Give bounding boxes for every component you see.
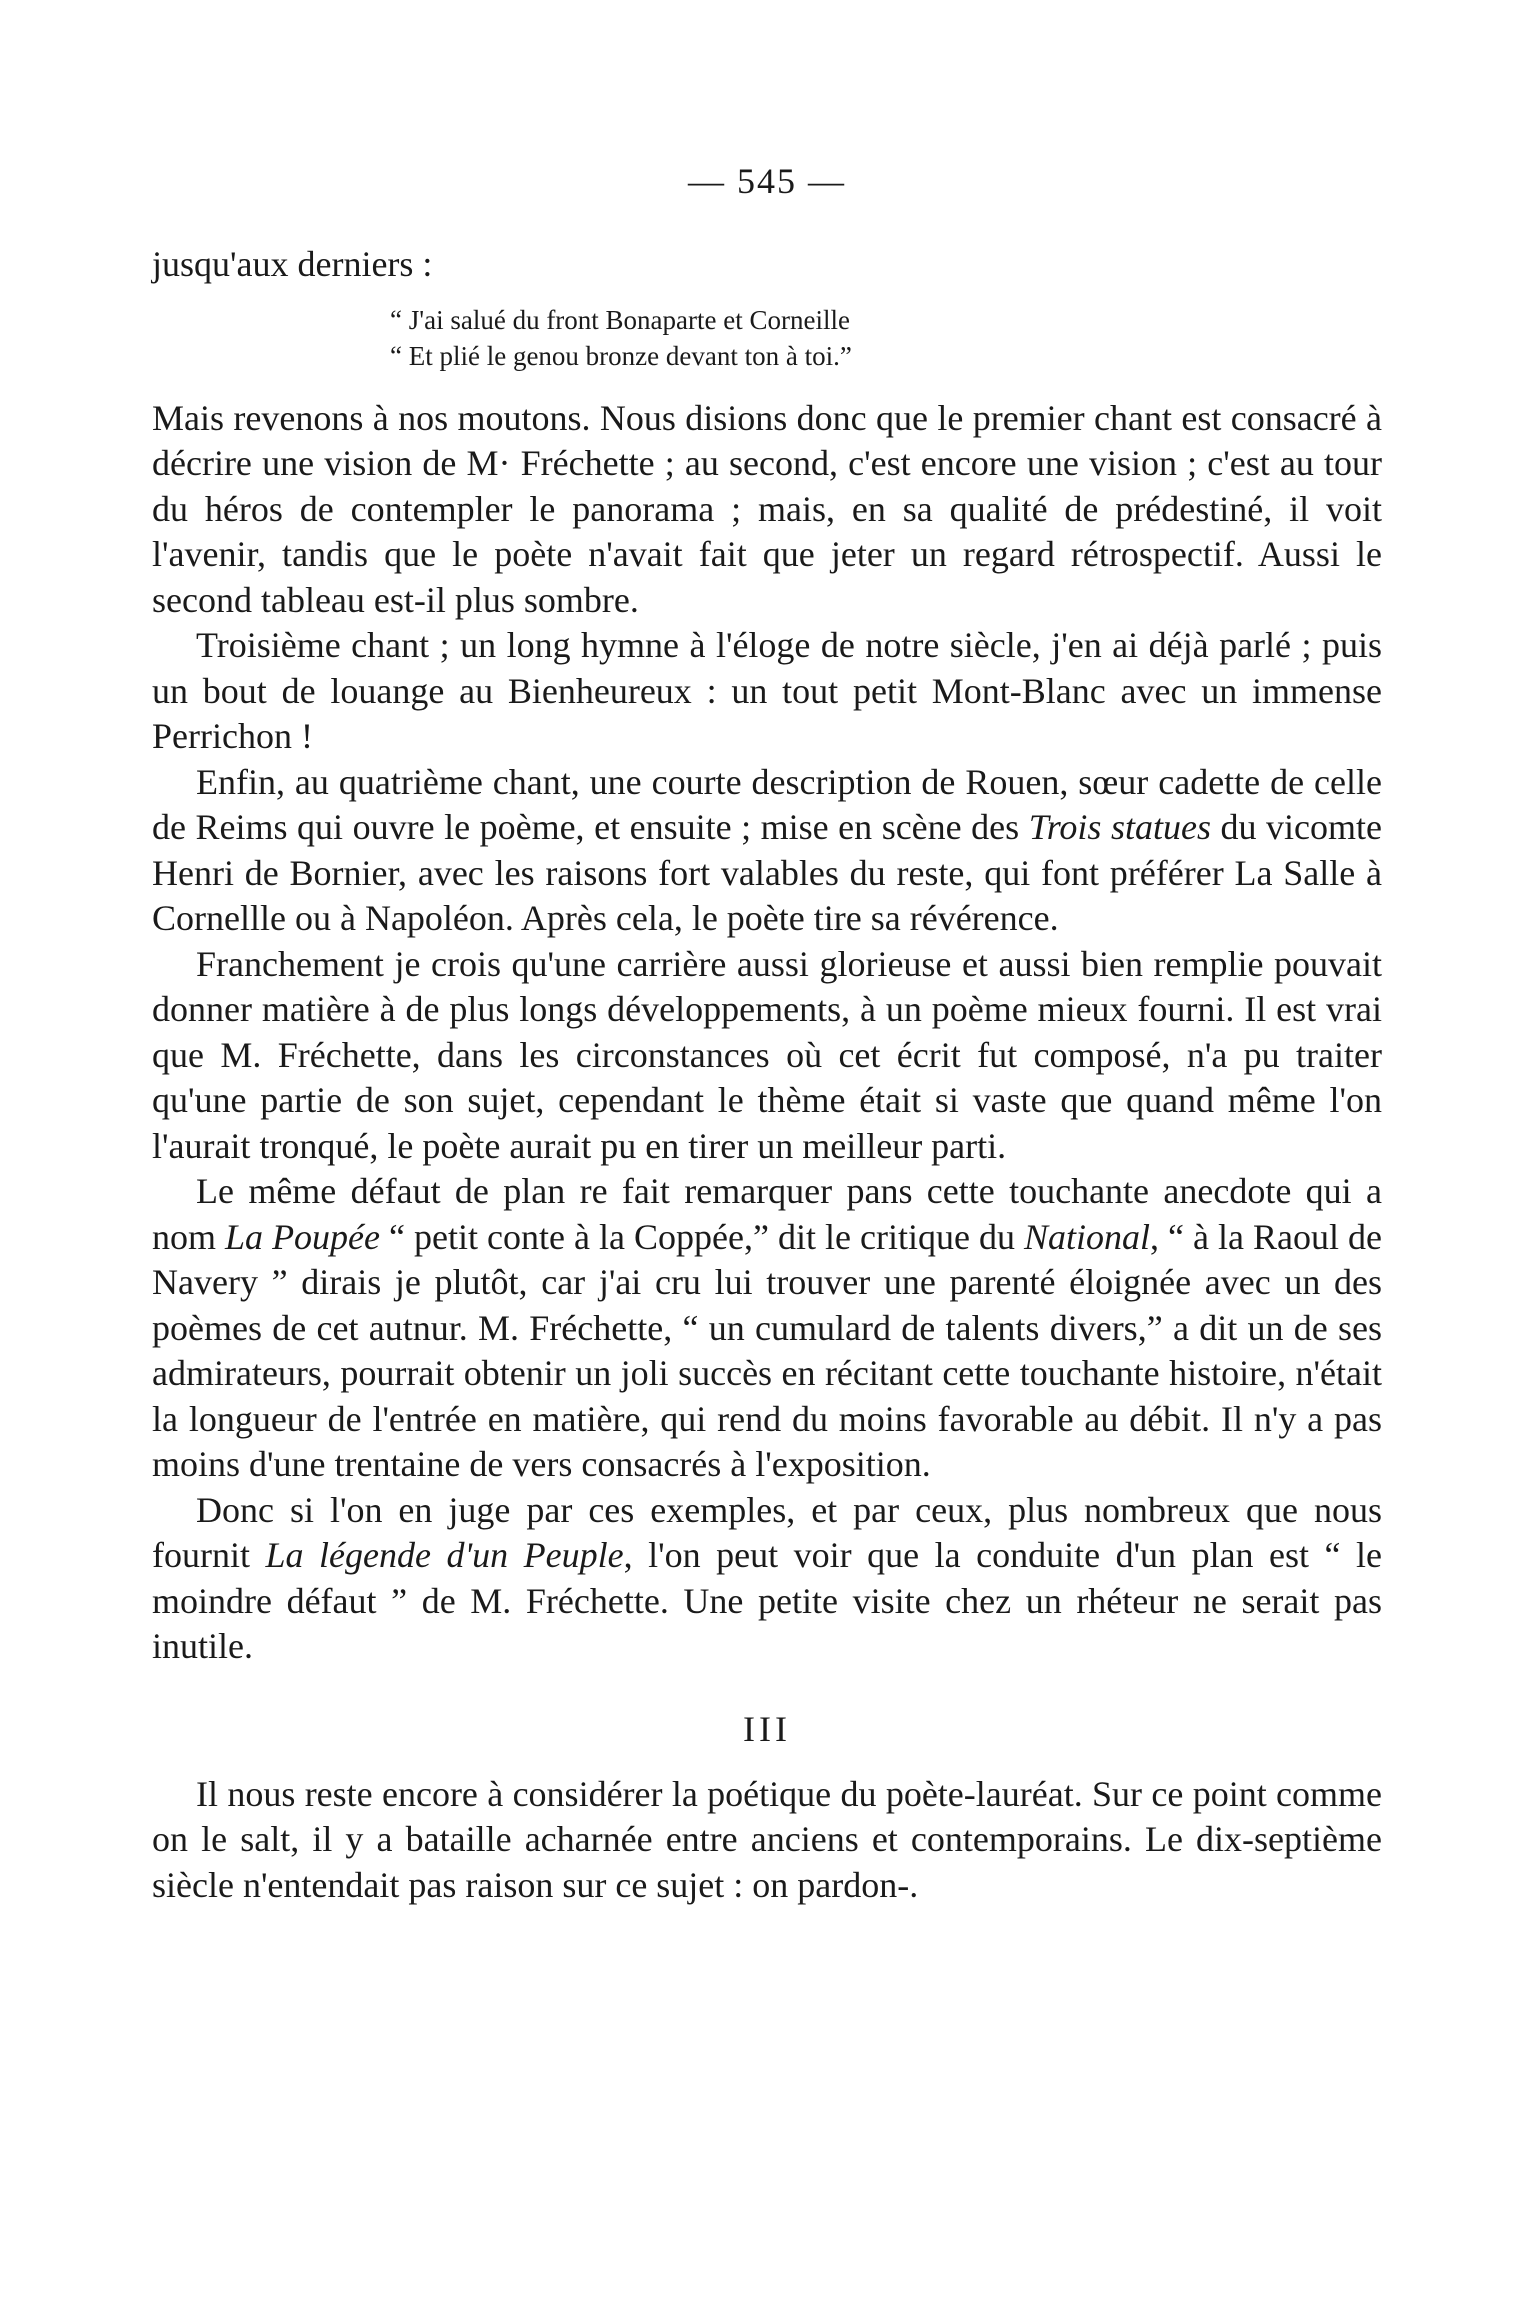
paragraph-3-text: du vicomte Henri de Bornier, avec les raisons fort valables du reste, qui font préférer La Salle à Cornellle ou à Napoléon. Après cela, le poète tire sa révérence. (152, 807, 1382, 938)
section-heading: III (743, 1708, 791, 1749)
newspaper-title: National (1023, 1216, 1151, 1257)
paragraph-6-text: Donc si l'on en juge par ces exemples, et par ceux, plus nombreux que nous fournit (152, 1489, 1382, 1575)
lead-in-text: jusqu'aux derniers : (152, 244, 433, 284)
poem-title: La Poupée (225, 1216, 381, 1257)
book-title: La légende d'un Peuple (265, 1535, 624, 1575)
paragraph-2: Troisième chant ; un long hymne à l'éloge de notre siècle, j'en ai déjà parlé ; puis un bout de louange au Bienheureux : un tout petit Mont-Blanc avec un immense Perrichon ! (152, 625, 1382, 756)
paragraph-3 (152, 760, 1382, 942)
book-title: Trois statues (1028, 807, 1211, 847)
paragraph-5-text: Le même défaut de plan re fait remarquer pans cette touchante anecdote qui a nom (152, 1171, 1382, 1257)
paragraph-5 (152, 1169, 1382, 1488)
paragraph-6 (152, 1488, 1382, 1670)
paragraph-7: Il nous reste encore à considérer la poétique du poète-lauréat. Sur ce point comme on le salt, il y a bataille acharnée entre anciens et contemporains. Le dix-septième siècle n'entendait pas raison sur ce sujet : on pardon-. (152, 1773, 1382, 1905)
paragraph-3-text: Enfin, au quatrième chant, une courte description de Rouen, sœur cadette de celle de Reims qui ouvre le poème, et ensuite ; mise en scène des (152, 761, 1382, 847)
verse-quote (390, 302, 1382, 374)
document-page (152, 160, 1382, 1908)
paragraph-6-text: , l'on peut voir que la conduite d'un plan est “ le moindre défaut ” de M. Fréchette. Une petite visite chez un rhéteur ne serait pas inutile. (152, 1535, 1383, 1666)
verse-line: “ J'ai salué du front Bonaparte et Corneille (390, 304, 850, 335)
paragraph-4: Franchement je crois qu'une carrière aussi glorieuse et aussi bien remplie pouvait donner matière à de plus longs développements, à un poème mieux fourni. Il est vrai que M. Fréchette, dans les circonstances où cet écrit fut composé, n'a pu traiter qu'une partie de son sujet, cependant le thème était si vaste que quand même l'on l'aurait tronqué, le poète aurait pu en tirer un meilleur parti. (152, 943, 1382, 1166)
verse-line: “ Et plié le genou bronze devant ton à toi.” (390, 340, 852, 371)
paragraph-1: Mais revenons à nos moutons. Nous disions donc que le premier chant est consacré à décrire une vision de M· Fréchette ; au second, c'est encore une vision ; c'est au tour du héros de contempler le panorama ; mais, en sa qualité de prédestiné, il voit l'avenir, tandis que le poète n'avait fait que jeter un regard rétrospectif. Aussi le second tableau est-il plus sombre. (152, 397, 1382, 620)
paragraph-5-text: “ petit conte à la Coppée,” dit le critique du (380, 1216, 1024, 1257)
paragraph-5-text: , “ à la Raoul de Navery ” dirais je plutôt, car j'ai cru lui trouver une parenté éloignée avec un des poèmes de cet autnur. M. Fréchette, “ un cumulard de talents divers,” a dit un de ses admirateurs, pourrait obtenir un joli succès en récitant cette touchante histoire, n'était la longueur de l'entrée en matière, qui rend du moins favorable au débit. Il n'y a pas moins d'une trentaine de vers consacrés à l'exposition. (152, 1216, 1383, 1484)
page-number: — 545 — (688, 161, 846, 201)
